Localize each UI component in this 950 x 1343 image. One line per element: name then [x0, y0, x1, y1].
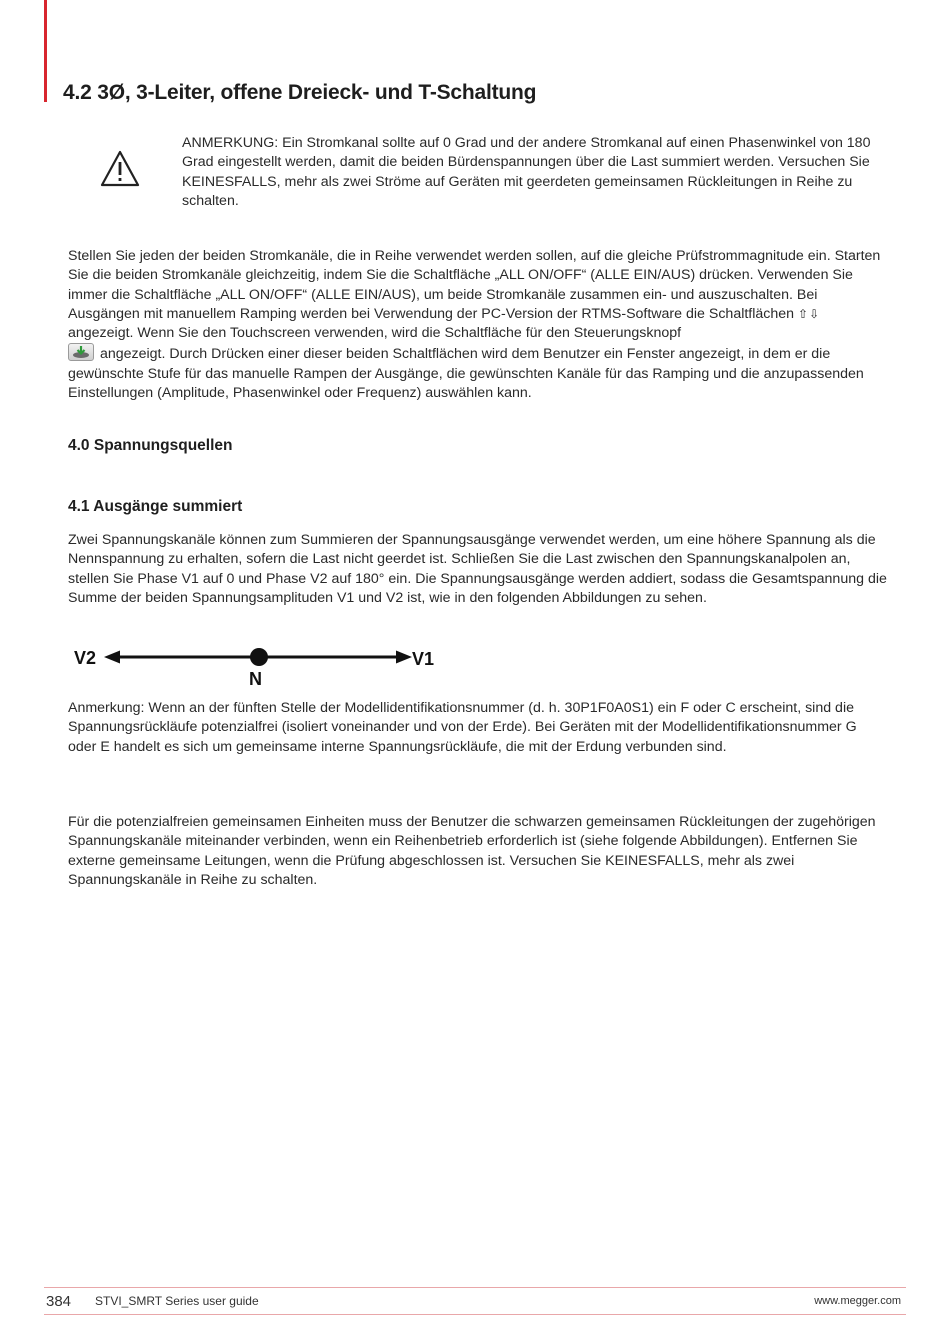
footer-guide-title: STVI_SMRT Series user guide — [95, 1294, 259, 1308]
outputs-summed-paragraph: Zwei Spannungskanäle können zum Summieren der Spannungsausgänge verwendet werden, um eine höhere Spannung als die Nennspannung zu erhalten, sofern die Last nicht geerdet ist. Schließen Sie die Last zwischen den Spannungskanalpolen an, stellen Sie Phase V1 auf 0 und Phase V2 auf 180° ein. Die Spannungsausgänge werden addiert, sodass die Gesamtspannung die Summe der beiden Spannungsamplituden V1 und V2 ist, wie in den folgenden Abbildungen zu sehen. — [68, 532, 887, 606]
section-heading-voltage-sources: 4.0 Spannungsquellen — [68, 437, 233, 454]
ramp-up-down-icon: ⇧⇩ — [798, 306, 821, 321]
intro-text-1: Stellen Sie jeden der beiden Stromkanäle, die in Reihe verwendet werden sollen, auf die gleiche Prüfstrommagnitude ein. Starten Sie die beiden Stromkanäle gleichzeitig, indem Sie die Schaltfläche „ALL ON/OFF“ (ALLE EIN/AUS) drücken. Verwenden Sie immer die Schaltfläche „ALL ON/OFF“ (ALLE EIN/AUS), um beide Stromkanäle zusammen ein- und auszuschalten. Bei Ausgängen mit manuellem Ramping werden bei Verwendung der PC-Version der RTMS-Software die Schaltflächen — [68, 248, 881, 322]
floating-common-paragraph: Für die potenzialfreien gemeinsamen Einheiten muss der Benutzer die schwarzen gemeinsamen Rückleitungen der zugehörigen Spannungskanäle miteinander verbinden, wenn ein Reihenbetrieb erforderlich ist (siehe folgende Abbildungen). Entfernen Sie externe gemeinsame Leitungen, wenn die Prüfung abgeschlossen ist. Versuchen Sie KEINESFALLS, mehr als zwei Spannungskanäle in Reihe zu schalten. — [68, 814, 876, 888]
model-note-paragraph: Anmerkung: Wenn an der fünften Stelle der Modellidentifikationsnummer (d. h. 30P1F0A0S1) ein F oder C erscheint, sind die Spannungsrückläufe potenzialfrei (isoliert voneinander und von der Erde). Bei Geräten mit der Modellidentifikationsnummer G oder E handelt es sich um gemeinsame interne Spannungsrückläufe, die mit der Erdung verbunden sind. — [68, 700, 857, 755]
label-v1: V1 — [412, 649, 435, 669]
arrow-right-icon — [396, 651, 412, 664]
arrow-left-icon — [104, 651, 120, 664]
page-number: 384 — [46, 1293, 72, 1310]
footer-rule-bottom — [44, 1314, 906, 1315]
label-v2: V2 — [74, 648, 97, 668]
control-knob-icon — [68, 343, 94, 361]
intro-paragraph — [68, 247, 888, 403]
page-accent-bar — [44, 0, 47, 102]
intro-text-3: angezeigt. Durch Drücken einer dieser beiden Schaltflächen wird dem Benutzer ein Fenster angezeigt, in dem er die gewünschte Stufe für das manuelle Rampen der Ausgänge, die gewünschten Kanäle für das Ramping und die anzupassenden Einstellungen (Amplitude, Phasenwinkel oder Frequenz) auswählen kann. — [68, 346, 864, 402]
warning-triangle-icon — [100, 150, 140, 187]
neutral-point — [250, 648, 268, 666]
intro-text-2: angezeigt. Wenn Sie den Touchscreen verwenden, wird die Schaltfläche für den Steuerungsknopf — [68, 325, 682, 342]
label-n: N — [249, 669, 262, 689]
phasor-diagram — [70, 640, 450, 692]
section-heading-outputs-summed: 4.1 Ausgänge summiert — [68, 498, 243, 515]
footer-website-link[interactable]: www.megger.com — [814, 1295, 901, 1307]
footer-rule-top — [44, 1287, 906, 1288]
page-title: 4.2 3Ø, 3-Leiter, offene Dreieck- und T-Schaltung — [63, 81, 537, 104]
warning-note: ANMERKUNG: Ein Stromkanal sollte auf 0 Grad und der andere Stromkanal auf einen Phasenwinkel von 180 Grad eingestellt werden, damit die beiden Bürdenspannungen über die Last summiert werden. Versuchen Sie KEINESFALLS, mehr als zwei Ströme auf Geräten mit geerdeten gemeinsamen Rückleitungen in Reihe zu schalten. — [182, 135, 871, 209]
